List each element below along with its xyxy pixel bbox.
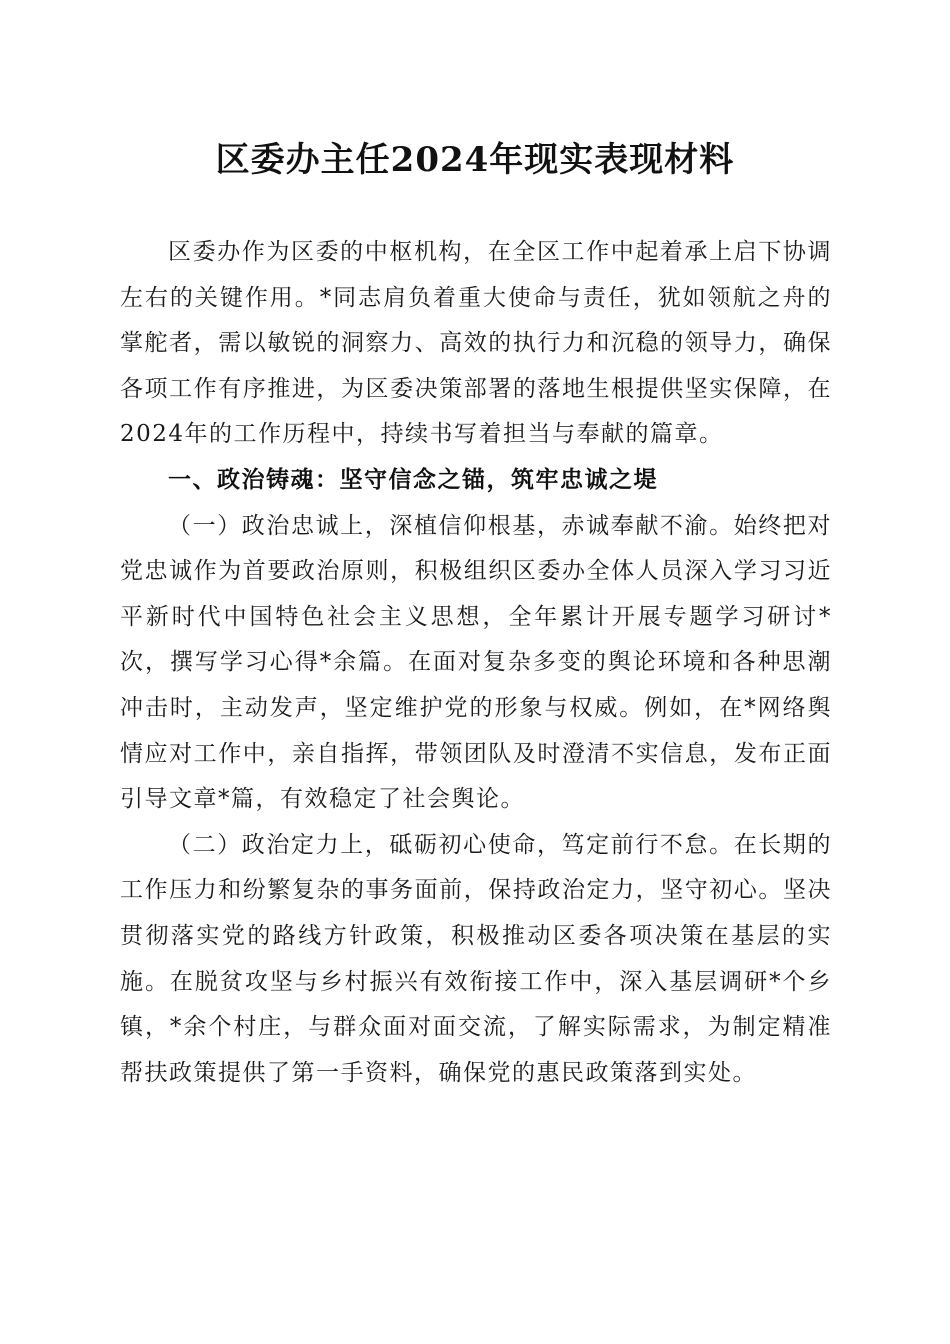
section-heading: 一、政治铸魂：坚守信念之锚，筑牢忠诚之堤 [168, 466, 658, 493]
paragraph-political-resolve: （二）政治定力上，砥砺初心使命，笃定前行不怠。在长期的工作压力和纷繁复杂的事务面前，保持政治定力，坚守初心。坚决贯彻落实党的路线方针政策，积极推动区委各项决策在基层的实施。在脱贫攻坚与乡村振兴有效衔接工作中，深入基层调研*个乡镇，*余个村庄，与群众面对面交流，了解实际需求，为制定精准帮扶政策提供了第一手资料，确保党的惠民政策落到实处。 [120, 831, 832, 1086]
paragraph-political-loyalty: （一）政治忠诚上，深植信仰根基，赤诚奉献不渝。始终把对党忠诚作为首要政治原则，积极组织区委办全体人员深入学习习近平新时代中国特色社会主义思想，全年累计开展专题学习研讨*次，撰写学习心得*余篇。在面对复杂多变的舆论环境和各种思潮冲击时，主动发声，坚定维护党的形象与权威。例如，在*网络舆情应对工作中，亲自指挥，带领团队及时澄清不实信息，发布正面引导文章*篇，有效稳定了社会舆论。 [120, 512, 832, 813]
document-body [120, 230, 832, 1096]
intro-paragraph: 区委办作为区委的中枢机构，在全区工作中起着承上启下协调左右的关键作用。*同志肩负着重大使命与责任，犹如领航之舟的掌舵者，需以敏锐的洞察力、高效的执行力和沉稳的领导力，确保各项工作有序推进，为区委决策部署的落地生根提供坚实保障，在2024年的工作历程中，持续书写着担当与奉献的篇章。 [120, 239, 832, 448]
document-title: 区委办主任2024年现实表现材料 [215, 140, 735, 180]
